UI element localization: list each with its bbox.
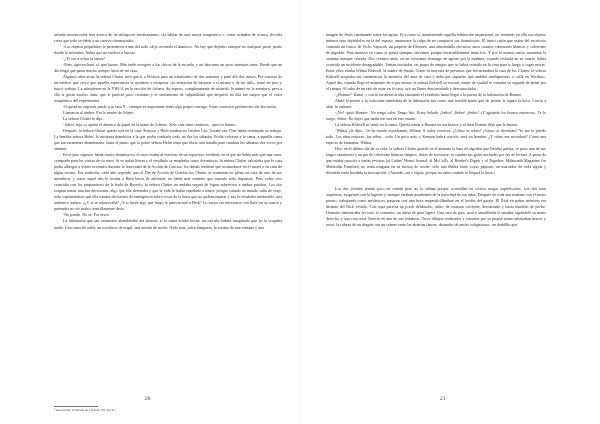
paragraph: imagen de Jesús caminando sobre las aguas. Era como si, manteniendo aquella habitación impersonal, no teniendo en ella sus objetos íntimos sino dejándolos en la del esposo, aminorase la culpa de no compartir sus dormitorios. El único cajón que usaba del escritorio contenía un frasco de Vicks Vaporub, un paquete de Kleenex, una almohadilla eléctrica, unos cuantos camisones blancos y calcetines de algodón. Para meterse en cama se ponía siempre calcetines porque invariablemente tenía frío. Y por la misma razón, mantenía la ventana siempre cerrada. Dos veranos atrás, en un sofocante domingo de agosto por la mañana, estando recluida en su cuarto, había ocurrido un incidente desagradable. Tenían invitados, un grupo de amigos que se había reunido en la casa para ir luego a coger moras. Entre ellos estaba Wilma Kidwell, la madre de Susan. Como la mayoría de personas que frecuentaban la casa de los Clutter, la señora Kidwell aceptaba sin comentarios la ausencia del ama de casa y daba por supuesto que andaba «indispuesta» o «allá en Wichita». Aquel día, cuando llegó el momento de ir por moras, la señora Kidwell se excusó; mujer de ciudad se cansaba en seguida de andar por el campo. Al cabo de un rato de estar en la casa, oyó un llanto desconsolado y desconsolador. [326,32,546,92]
right-page [300,0,600,424]
page-number-right: 21 [440,396,446,402]
footnote-rule [54,406,98,407]
paragraph: -Wilma «le dijo». Os he estado escuchando, Wilma. A todos vosotros. ¿Cómo os reíais? ¿Cómo os divertíais? Yo me lo pierdo todo. Los años mejores, los niños... todo. Un poco más, y Kenyon habrá crecido, será un hombre. ¿Y cómo me recordará? Como una especie de fantasma, Wilma. [326,128,546,146]
paragraph: infinita misericordia lera acerca de un milagroso medicamento, «la hablar de una nueva terapéutica », como acababa de ocurrir, decidía creer que todo se debía a un «nervio desmayado». [54,32,282,44]
paragraph: -Adiós, hija «y apretó el abanico de papel en la mano de Jolene». Sólo vale unos centavos... pero es bonito. [63,122,237,128]
paragraph: -O quizá no regreses jamás a tu casa Y... siempre es importante tener algo propio consigo. Estas cosas nos pertenecen, sin discusión. [63,104,277,110]
left-page-text [54,32,282,231]
paragraph: En el piso superior había cuatro dormitorios, el suyo estaba al extremo de un espacioso vestíbulo en el que no había más que una cuna, comprada para las visitas de su nieto. Si se traían literas y el vestíbulo se empleaba como dormitorio, la señora Clutter calculaba que la casa podía albergar a veinte invitados durante la festividad de la Acción de Gracias; los demás tendrían que acomodarse en el motel o en casa de algún vecino. Era tradición, cada año repetida, que el Día de Acción de Gracias los Clutter se reunieran en pleno en casa de uno de sus miembros, y como aquel año le tocaba a Herb hacer de anfitrión, no había más remedio que tomarle todo dispuesto. Pero como otro coincidía con los preparativos de la boda de Beverly, la señora Clutter no andaba segura de lograr sobrevivir a ambas pruebas. Los dos exigían tomar muchas decisiones, algo que ella detestaba y que la vida le había enseñado a temer, porque cuando su marido salía de viaje, todo exponiéndose que ella tomara decisiones de emergencia sobre cosas de la finca que no podían esperar y eso le resultaba intolerable, una auténtica tortura. «¿Y si se equivocaba? ¿Y si hacía algo que luego le parecía mal a Herb? Lo mejor era encerrarse con llave en su cuarto y pretender no oír nada o sencillamente decir: [54,152,282,212]
page-number-left: 20 [145,396,151,402]
paragraph: Algunos años atrás, la señora Clutter tuvo que ir a Wichita para un tratamiento de dos semanas y pasó allí dos meses. Por consejo de un médico que creyó que aquella experiencia la ayudaría a recuperar «la sensación de bastarse a sí misma y de ser útil», tomó un piso y buscó trabajo. La admitieron en la YWCA en la sección de fichero. Su esposo, completamente de acuerdo, la animó en la aventura, pero a ella le gustó mucho, tanto que le pareció poco cristiano y el sentimiento de culpabilidad que despertó en ella fue mayor que el valor terapéutico del experimento. [54,74,282,104]
right-page-text [326,32,546,228]
paragraph: La señora Clutter le dijo: [63,116,104,122]
paragraph: La señora Kidwell se sentó en la cama. Quería tomar a Bonnie en sus brazos y al final Bonnie dejó que la besara. [335,122,518,128]
paragraph: -¿Te vas a echar la siesta? [63,56,105,62]
footnote: ¹ Asociación Cristiana de Jóvenes. (N. del T.) [54,408,116,412]
paragraph: -¿Bonnie? -llamó, y corrió escaleras arriba cruzando el vestíbulo hasta llegar a la puerta de la habitación de Bonnie. [335,92,523,98]
paragraph: Abrió la puerta y la sofocante atmósfera de la habitación fue como una terrible mano que de pronto le tapara la boca. Corrió a abrir la ventana. [326,98,546,110]
paragraph: Los dos jóvenes tenían poco en común pero no lo sabían porque coincidían en ciertos rasgos superficiales. Los dos eran esquemas, exigentes con la higiene y siempre estaban pendientes de la pulcritud de sus uñas. Después de toda una mañana con el mono puesto, trabajando como mecánicos, pasaron casi una hora empertifollándose en el lavabo del garaje. El Dick en paños menores era distinto del Dick vestido. Con ropa parecía un joven delabucho, rubio, de estatura corriente, descarnado y hasta hundido de pecho. Desnudo demostraba ser todo lo contrario: un atleta de peso ligero. Una cara de gato, azul y amarillenta le tatuaba, tapándole su mano derecha, y una rosa azul florecía en uno de sus hombros. Otros dibujos realizados y tatuados por su propia mano adornaban brazos y torso: la cabeza de un dragón con un cráneo entre las abiertas fauces, desnudos de pecho voluptuosos, un diablillo que [326,186,546,228]
paragraph: Hoy, en el último día de su vida, la señora Clutter guardó en el armario la bata de algodón que llevaba puesta, se puso uno de sus largos camisones y un par de calcetines blancos limpios. Antes de acostarse, se cambió las gafas normales por las de lectura. A pesar de que estaba suscrita a varias revistas (al Ladies' Home Journal, al McCall's, al Reader's Digest y al Together: Midmonth Magazine for Methodist Families) no tenía ninguna en su mesita de noche; sólo una Biblia entre cuyas páginas, un marcador de seda rígida y desvaída tenía bordada la inscripción: «Atiende, ora y vigila, porque no sabes cuándo te llegará la hora.» [326,146,546,176]
paragraph: -Los objetos pequeñitos te pertenecen a uno del todo «dijo cerrando el abanico». No hay que dejarlos siempre en cualquier parte, ponlo donde lo necesites. Sabes que no vuelves a buscar. [54,44,282,56]
paragraph: La habitación que tan raramente abandonaba era austera; si la cama estaba hecha, un extraño habría imaginado que no la ocupaba nadie. Una cama de roble, un escritorio de nogal, una mesita de noche. Nada más, salvo lámparas, la cortina de una ventana y una [54,218,282,230]
paragraph: Después, la señora Clutter quedó sola en la casa. Kenyon y Herb estaban en Garden City. Gerald van Vliet había terminado su trabajo. La bendita señora Helm, la asistenta doméstica a la que podía confiarle todo, no iba los sábados. Podía volverse a la cama, a aquella cama que tan raramente abandonaba, hasta el punto que la pobre señora Helm tenía que librar una batalla para cambiar las sábanas dos veces por semana. [54,128,282,152]
paragraph: -Pues, aprovecharé, sí, qué bueno. Más tarde recogeré a los chicos de la escuela, y así descanso un poco mientras tanto. Puede que un día tenga que pasar mucho tiempo fuera de mi casa. [54,62,282,74]
paragraph: -¡No! -gritó Bonnie-. No tengo calor. Tengo frío. Estoy helada. ¡Señor! ¡Señor! ¡Señor! «Y agitando los brazos entonces». Te lo ruego, Señor. No dejes que nadie me vea en este estado. [326,110,546,122]
paragraph: Llamaron al timbre. Era la madre de Jolene. [63,110,135,116]
paragraph: -No puedo. No sé. Por favor. [63,212,110,218]
